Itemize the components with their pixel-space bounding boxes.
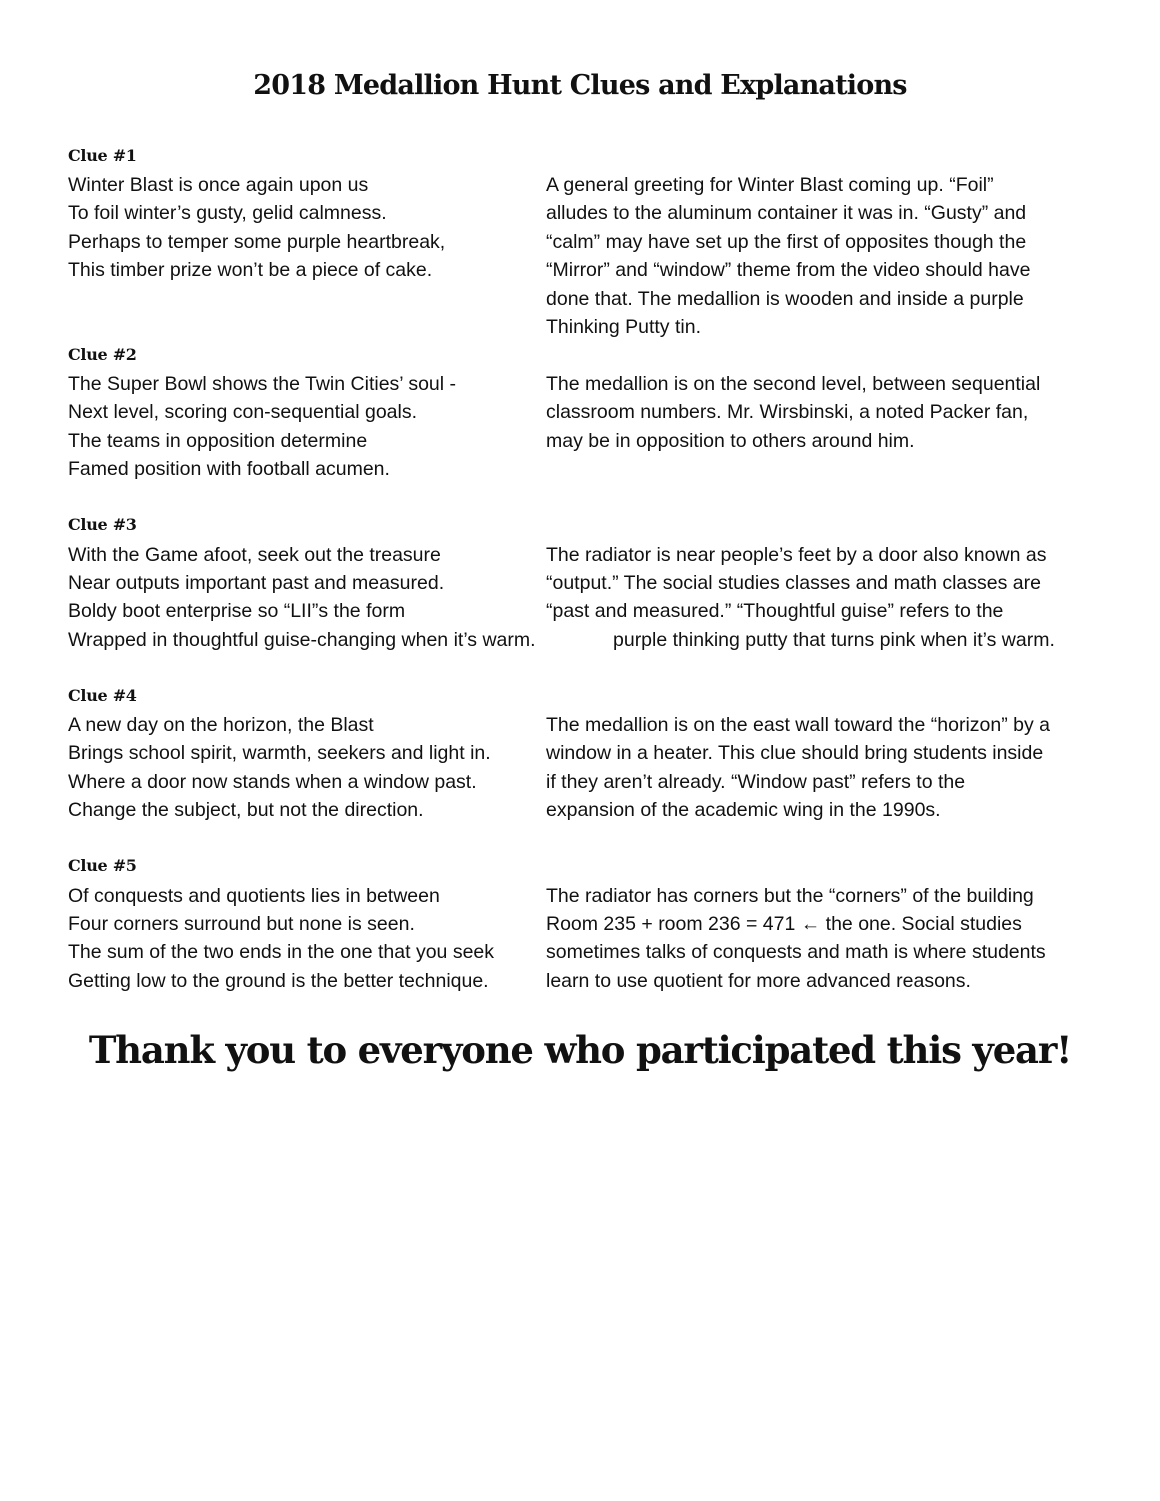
- document-title: 2018 Medallion Hunt Clues and Explanations: [253, 70, 907, 101]
- clue-5-explanation-line: learn to use quotient for more advanced reasons.: [546, 970, 971, 992]
- clue-3-explanation-line: “output.” The social studies classes and math classes are: [546, 572, 1041, 594]
- clue-3-heading: Clue #3: [68, 515, 137, 534]
- clue-4-explanation-line: if they aren’t already. “Window past” refers to the: [546, 771, 966, 793]
- clue-3-explanation-line: purple thinking putty that turns pink when it’s warm.: [613, 629, 1055, 651]
- clue-1-poem-line: To foil winter’s gusty, gelid calmness.: [68, 202, 387, 224]
- clue-4-poem-line: Change the subject, but not the direction.: [68, 799, 424, 821]
- clue-1-explanation-line: alludes to the aluminum container it was in. “Gusty” and: [546, 202, 1027, 224]
- clue-4-poem-line: Brings school spirit, warmth, seekers and light in.: [68, 742, 491, 764]
- clue-1-poem-line: Winter Blast is once again upon us: [68, 174, 369, 196]
- clue-2-poem-line: The Super Bowl shows the Twin Cities’ soul -: [68, 373, 457, 395]
- clue-4-explanation-line: expansion of the academic wing in the 1990s.: [546, 799, 941, 821]
- clue-4-poem-line: Where a door now stands when a window past.: [68, 771, 477, 793]
- clue-3-poem-line: With the Game afoot, seek out the treasure: [68, 544, 441, 566]
- clue-4-explanation-line: The medallion is on the east wall toward the “horizon” by a: [546, 714, 1051, 736]
- clue-1-explanation-line: “calm” may have set up the first of opposites though the: [546, 231, 1027, 253]
- clue-5-poem-line: Of conquests and quotients lies in between: [68, 885, 440, 907]
- clue-5-poem-line: Four corners surround but none is seen.: [68, 913, 415, 935]
- clue-5-explanation-line: Room 235 + room 236 = 471 ← the one. Social studies: [546, 913, 1022, 935]
- clue-1-explanation-line: A general greeting for Winter Blast coming up. “Foil”: [546, 174, 994, 196]
- clue-2-poem-line: The teams in opposition determine: [68, 430, 368, 452]
- clue-5-poem-line: Getting low to the ground is the better technique.: [68, 970, 489, 992]
- clue-4-explanation-line: window in a heater. This clue should bring students inside: [546, 742, 1044, 764]
- clue-1-explanation-line: done that. The medallion is wooden and inside a purple: [546, 288, 1024, 310]
- clue-1-heading: Clue #1: [68, 146, 137, 165]
- clue-1-explanation-line: “Mirror” and “window” theme from the video should have: [546, 259, 1031, 281]
- clue-3-poem-line: Wrapped in thoughtful guise-changing when it’s warm.: [68, 629, 536, 651]
- clue-1-poem-line: This timber prize won’t be a piece of cake.: [68, 259, 433, 281]
- clue-1-explanation-line: Thinking Putty tin.: [546, 316, 701, 338]
- clue-2-heading: Clue #2: [68, 345, 137, 364]
- clue-4-poem-line: A new day on the horizon, the Blast: [68, 714, 374, 736]
- clue-1-poem-line: Perhaps to temper some purple heartbreak,: [68, 231, 446, 253]
- clue-2-explanation-line: may be in opposition to others around him.: [546, 430, 915, 452]
- clue-5-explanation-line: sometimes talks of conquests and math is where students: [546, 941, 1046, 963]
- clue-2-poem-line: Famed position with football acumen.: [68, 458, 390, 480]
- clue-5-poem-line: The sum of the two ends in the one that you seek: [68, 941, 495, 963]
- clue-3-explanation-line: The radiator is near people’s feet by a door also known as: [546, 544, 1047, 566]
- clue-2-explanation-line: classroom numbers. Mr. Wirsbinski, a noted Packer fan,: [546, 401, 1029, 423]
- clue-5-explanation-line: The radiator has corners but the “corners” of the building: [546, 885, 1034, 907]
- clue-4-heading: Clue #4: [68, 686, 137, 705]
- clue-3-poem-line: Near outputs important past and measured.: [68, 572, 445, 594]
- clue-3-explanation-line: “past and measured.” “Thoughtful guise” refers to the: [546, 600, 1004, 622]
- clue-2-poem-line: Next level, scoring con-sequential goals.: [68, 401, 418, 423]
- clue-2-explanation-line: The medallion is on the second level, between sequential: [546, 373, 1041, 395]
- clue-5-heading: Clue #5: [68, 856, 137, 875]
- clue-3-poem-line: Boldy boot enterprise so “LII”s the form: [68, 600, 406, 622]
- closing-message: Thank you to everyone who participated this year!: [88, 1028, 1072, 1072]
